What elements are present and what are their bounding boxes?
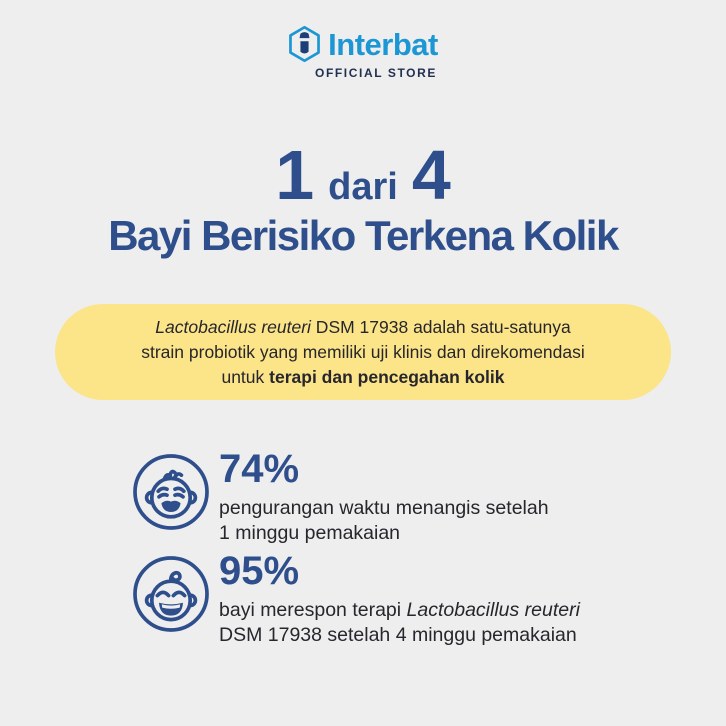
interbat-hexagon-i-icon: [288, 25, 321, 63]
stat-desc-prefix: bayi merespon terapi: [219, 599, 407, 621]
callout-line-1: [55, 315, 671, 340]
headline-number-left: 1: [275, 136, 315, 214]
brand-header: [0, 25, 726, 79]
brand-row: [288, 25, 438, 63]
laughing-baby-icon: [131, 554, 211, 634]
stat-body: [219, 549, 580, 647]
store-label: OFFICIAL STORE: [315, 66, 437, 80]
headline-number-right: 4: [411, 136, 451, 214]
stat-desc-line-1: [219, 598, 580, 623]
stat-strain-name: Lactobacillus reuteri: [406, 599, 580, 621]
stat-item-crying-reduction: [131, 447, 549, 545]
crying-baby-icon: [131, 452, 211, 532]
callout-strain-name: Lactobacillus reuteri: [155, 316, 311, 337]
stat-body: [219, 447, 549, 545]
callout-line-2: strain probiotik yang memiliki uji klinis dan direkomendasi: [141, 341, 585, 362]
callout-line-3: [55, 365, 671, 390]
stat-description: [219, 598, 580, 647]
stat-percent: 74%: [219, 447, 300, 491]
callout-line-1-rest: DSM 17938 adalah satu-satunya: [310, 316, 571, 337]
stat-description: [219, 496, 549, 545]
headline-connector: dari: [328, 166, 398, 208]
brand-name: Interbat: [328, 26, 438, 62]
callout-emphasis: terapi dan pencegahan kolik: [269, 366, 505, 387]
headline-title: Bayi Berisiko Terkena Kolik: [108, 212, 618, 259]
stat-percent: 95%: [219, 549, 300, 593]
stat-item-therapy-response: [131, 549, 580, 647]
stat-desc-line-1: pengurangan waktu menangis setelah: [219, 497, 549, 519]
callout-box: [55, 304, 671, 400]
stat-desc-line-2: DSM 17938 setelah 4 minggu pemakaian: [219, 623, 577, 646]
stat-desc-line-2: 1 minggu pemakaian: [219, 521, 401, 544]
callout-line-3-prefix: untuk: [221, 366, 270, 387]
headline-ratio: [0, 136, 726, 214]
